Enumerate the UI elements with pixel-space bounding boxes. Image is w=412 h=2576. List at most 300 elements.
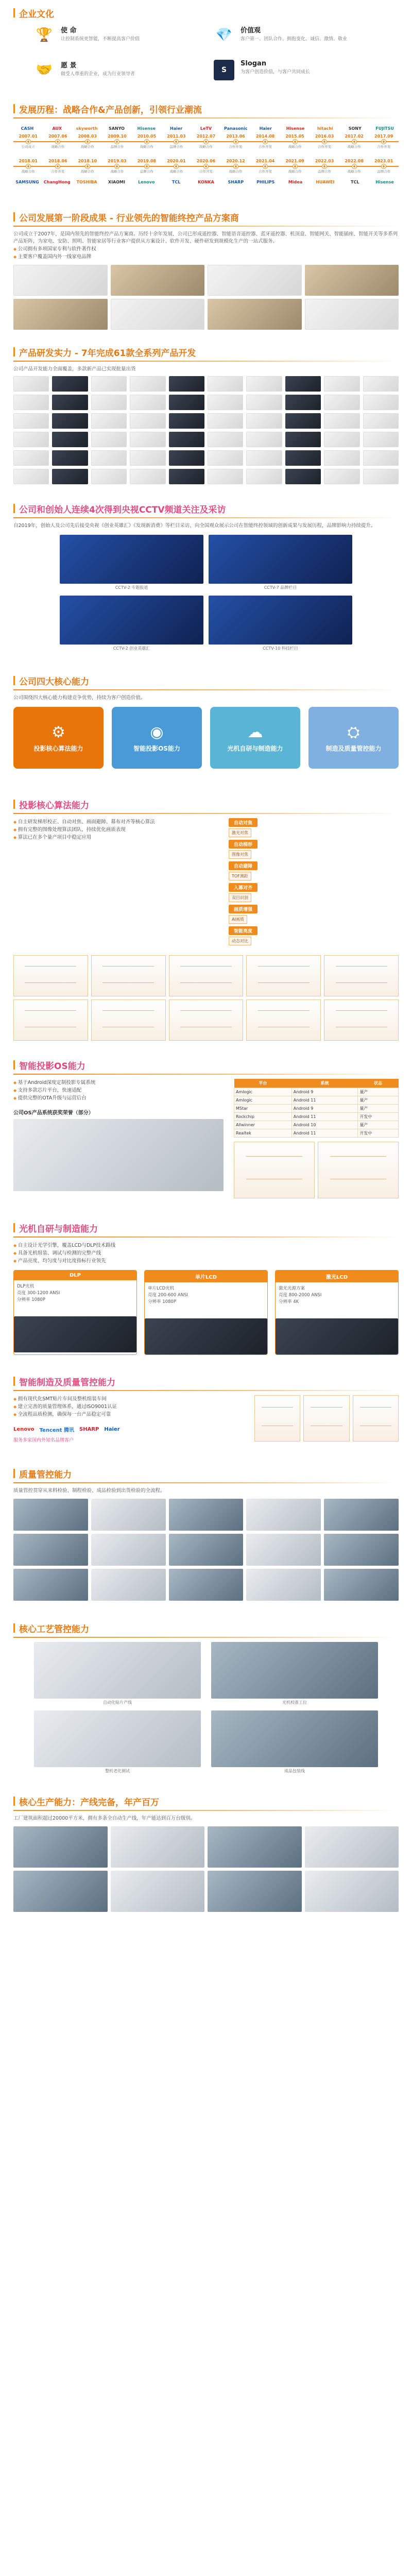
optics-section: 光机自研与制造能力 ◆ 自主设计光学引擎，覆盖LCD与DLP技术路线 ◆ 具备光机组装、调试与检测的完整产线 ◆ 产品亮度、均匀度与对比度指标行业领先 DLP DLP光机 亮度 300-1200 ANSI 分辨率 1080P 单片LCD 单片LCD光机 亮度 200-600 ANSI 分辨率 1080P 激光LCD 激光光源方案 亮度 800-2000 ANSI 分辨率 4K: [0, 1219, 412, 1355]
table-cell: Allwinner: [234, 1121, 292, 1129]
timeline-dot-marker: [115, 164, 119, 168]
slogan-icon: S: [214, 60, 234, 80]
partner-logo: LeTV: [200, 126, 212, 131]
product-photo: [52, 413, 88, 429]
cctv-photo: [60, 596, 203, 645]
product-photo: [285, 450, 321, 466]
product-photo: [246, 413, 282, 429]
product-photo: [130, 413, 165, 429]
timeline-dot: [102, 140, 132, 144]
partner-logo: Midea: [288, 179, 303, 184]
timeline-dot: [369, 164, 399, 168]
timeline-dot: [310, 140, 339, 144]
certificate: [324, 955, 399, 996]
product-grid: [13, 376, 399, 484]
cctv-photo: [209, 535, 352, 584]
table-cell: Amlogic: [234, 1096, 292, 1105]
product-photo: [324, 376, 359, 392]
patent-photo: [111, 299, 205, 330]
capacity-photo: [305, 1826, 399, 1868]
table-cell: Realtek: [234, 1129, 292, 1138]
timeline-label: 战略合作: [347, 145, 361, 149]
table-row: [234, 1105, 399, 1113]
algo-feature-pill: 智能亮度: [229, 926, 258, 935]
algo-feature-tag: 图像对焦: [229, 850, 251, 859]
timeline-year: 2007.06: [48, 134, 67, 139]
timeline-dot-marker: [263, 140, 267, 144]
timeline-dot: [339, 164, 369, 168]
patent-photo: [305, 265, 399, 296]
table-cell: 开发中: [358, 1113, 399, 1121]
timeline-dot-marker: [85, 140, 90, 144]
timeline-year: 2019.08: [137, 159, 157, 163]
capacity-photo: [13, 1826, 108, 1868]
product-photo: [285, 376, 321, 392]
capacity-photo-grid: [13, 1826, 399, 1912]
cctv-paragraph: 自2019年，创始人及公司先后接受央视《创业英雄汇》《发现新消费》等栏目采访，向全国观众展示公司在智能终控领域的创新成果与发展历程，品牌影响力持续提升。: [13, 523, 376, 529]
algo-feature-tag: 双目识别: [229, 893, 251, 902]
product-photo: [169, 450, 204, 466]
optics-column-body: 激光光源方案 亮度 800-2000 ANSI 分辨率 4K: [279, 1286, 322, 1304]
product-photo: [52, 395, 88, 410]
achievement-paragraph: 公司成立于2007年，是国内领先的智能终控产品方案商。历经十余年发展，公司已形成遥控器、智能语音遥控器、蓝牙遥控器、机顶盒、智能网关、智能插座、智能开关等多系列产品矩阵，为家电、安防、照明、智能家居等行业客户提供从方案设计、软件开发、硬件研发到规模化生产的一站式服务。: [13, 231, 398, 244]
product-photo: [324, 469, 359, 484]
algo-feature-tags: [229, 937, 399, 945]
core-card: [308, 707, 399, 769]
product-photo: [169, 395, 204, 410]
products-title: 产品研发实力 - 7年完成61款全系列产品开发: [19, 348, 196, 359]
algo-feature-tag: 动态对比: [229, 937, 251, 945]
timeline-dot-marker: [293, 164, 297, 168]
partner-logo: skyworth: [76, 126, 98, 131]
product-photo: [208, 450, 243, 466]
manufacturing-certificates: [254, 1395, 399, 1446]
timeline-year: 2018.06: [48, 159, 67, 163]
process-title: 核心工艺管控能力: [19, 1624, 89, 1635]
quality-photo: [324, 1569, 399, 1601]
table-cell: 量产: [358, 1121, 399, 1129]
core-card-label: 制造及质量管控能力: [325, 744, 382, 752]
table-cell: Rockchip: [234, 1113, 292, 1121]
product-photo: [246, 376, 282, 392]
certificate: [318, 1142, 399, 1198]
product-photo: [208, 469, 243, 484]
partner-logo: hitachi: [317, 126, 333, 131]
algo-feature-tag: TOF测距: [229, 872, 251, 880]
timeline-year: 2018.10: [78, 159, 97, 163]
partner-logo: Hisense: [286, 126, 305, 131]
core-card-label: 智能投影OS能力: [133, 744, 180, 752]
timeline-year: 2020.01: [167, 159, 186, 163]
product-photo: [130, 450, 165, 466]
product-photo: [285, 469, 321, 484]
product-photo: [363, 469, 399, 484]
timeline-dot: [13, 164, 43, 168]
quality-photo: [246, 1499, 321, 1531]
capacity-photo: [111, 1871, 205, 1912]
quality-photo: [13, 1569, 88, 1601]
timeline-label: 战略合作: [288, 145, 302, 149]
algo-feature-pill: 自动避障: [229, 861, 258, 870]
trophy-icon: 🏆: [36, 27, 53, 43]
algo-feature-tag: 激光对焦: [229, 828, 251, 837]
product-photo: [13, 395, 49, 410]
timeline-dot: [250, 140, 280, 144]
timeline-label: 战略合作: [80, 170, 94, 174]
certificate: [246, 999, 321, 1041]
optics-column: [144, 1270, 268, 1355]
table-cell: Amlogic: [234, 1088, 292, 1096]
timeline-year: 2013.06: [226, 134, 245, 139]
timeline-label: 合作开发: [259, 170, 272, 174]
timeline-label: 战略合作: [347, 170, 361, 174]
quality-photo: [91, 1499, 166, 1531]
product-photo: [246, 432, 282, 447]
history-logos-top: [13, 123, 399, 134]
product-photo: [13, 413, 49, 429]
timeline-dot: [132, 140, 162, 144]
timeline-year: 2021.09: [285, 159, 304, 163]
optics-columns: [13, 1270, 399, 1355]
timeline-year: 2016.03: [315, 134, 334, 139]
timeline-dot-marker: [293, 140, 297, 144]
partner-logo: TCL: [351, 179, 359, 184]
timeline-label: 品牌合作: [318, 170, 332, 174]
partner-logo: HUAWEI: [316, 179, 335, 184]
partner-logo: SHARP: [228, 179, 244, 184]
optics-title: 光机自研与制造能力: [19, 1224, 98, 1234]
product-photo: [91, 413, 127, 429]
timeline-year: 2018.01: [19, 159, 38, 163]
certificate: [353, 1395, 399, 1442]
certificate: [91, 955, 166, 996]
cctv-section: 公司和创始人连续4次得到央视CCTV频道关注及采访 自2019年，创始人及公司先后接受央视《创业英雄汇》《发现新消费》等栏目采访，向全国观众展示公司在智能终控领域的创新成果与发展历程，品牌影响力持续提升。 CCTV-2 专题报道 CCTV-7 品牌栏目 CCTV-2 创业英雄汇 CCTV-10 科技栏目: [0, 500, 412, 651]
table-row: [234, 1088, 399, 1096]
product-photo: [169, 432, 204, 447]
history-section: [0, 100, 412, 188]
quality-photo: [169, 1499, 244, 1531]
patent-photo-grid: [13, 265, 399, 330]
product-photo: [246, 395, 282, 410]
product-photo: [130, 432, 165, 447]
process-photo: [211, 1642, 378, 1699]
optics-column: [275, 1270, 399, 1355]
timeline-label: 战略合作: [199, 145, 213, 149]
product-photo: [363, 376, 399, 392]
timeline-label: 合作开发: [51, 170, 65, 174]
certificate: [254, 1395, 300, 1442]
product-photo: [169, 469, 204, 484]
timeline-dot-marker: [56, 164, 60, 168]
timeline-year: 2019.03: [108, 159, 127, 163]
table-cell: 量产: [358, 1096, 399, 1105]
product-photo: [363, 450, 399, 466]
timeline-label: 战略合作: [169, 170, 183, 174]
optics-photo: [276, 1318, 398, 1354]
timeline-dot: [221, 164, 251, 168]
timeline-dot: [13, 140, 43, 144]
timeline-year: 2017.02: [345, 134, 364, 139]
partner-logo: SANYO: [108, 126, 125, 131]
product-photo: [324, 413, 359, 429]
core-card-icon: ⛭: [347, 723, 360, 741]
product-photo: [285, 395, 321, 410]
timeline-dot: [43, 164, 73, 168]
timeline-dot: [339, 140, 369, 144]
timeline-dot-marker: [263, 164, 267, 168]
product-photo: [13, 450, 49, 466]
os-award-photo: [13, 1119, 224, 1191]
timeline-year: 2012.07: [196, 134, 216, 139]
os-title: 智能投影OS能力: [19, 1061, 85, 1072]
quality-title: 质量管控能力: [19, 1469, 72, 1480]
algo-feature-tags: [229, 850, 399, 859]
certificate: [324, 999, 399, 1041]
timeline-label: 战略合作: [140, 145, 153, 149]
cctv-title: 公司和创始人连续4次得到央视CCTV频道关注及采访: [19, 504, 226, 515]
culture-section: [0, 0, 412, 93]
product-photo: [208, 395, 243, 410]
algo-feature-tags: [229, 872, 399, 880]
certificate: [169, 999, 244, 1041]
partner-logo: TCL: [171, 179, 181, 184]
algo-feature-tags: [229, 915, 399, 924]
timeline-label: 合作开发: [199, 170, 213, 174]
timeline-dot-marker: [174, 164, 178, 168]
product-photo: [52, 450, 88, 466]
certificate: [13, 955, 88, 996]
quality-photo: [246, 1534, 321, 1566]
timeline-dot: [73, 164, 102, 168]
certificate: [91, 999, 166, 1041]
optics-column-head: 单片LCD: [145, 1270, 267, 1282]
patent-photo: [111, 265, 205, 296]
product-photo: [13, 376, 49, 392]
product-photo: [208, 432, 243, 447]
product-photo: [285, 413, 321, 429]
partner-logo: SAMSUNG: [15, 179, 39, 184]
optics-column-body: 单片LCD光机 亮度 200-600 ANSI 分辨率 1080P: [148, 1286, 188, 1304]
timeline-year: 2015.05: [285, 134, 304, 139]
timeline-dot: [310, 164, 339, 168]
manufacturing-section: 智能制造及质量管控能力 ◆ 拥有现代化SMT贴片车间及整机组装车间 ◆ 建立完善的质量管理体系，通过ISO9001认证 ◆ 全流程品质检测，确保每一台产品稳定可靠 Lenovo Tencent 腾讯 SHARP Haier 服务多家国内外知名品牌客户: [0, 1372, 412, 1446]
table-row: [234, 1096, 399, 1105]
diamond-icon: 💎: [215, 27, 233, 43]
patent-photo: [305, 299, 399, 330]
quality-photo: [13, 1534, 88, 1566]
timeline-dot-marker: [352, 140, 356, 144]
partner-logo: ChangHong: [43, 179, 71, 184]
culture-title: 企业文化: [19, 9, 54, 20]
partner-logo: KONKA: [198, 179, 214, 184]
timeline-dot-marker: [204, 164, 208, 168]
partner-logo: Hisense: [375, 179, 394, 184]
product-photo: [13, 432, 49, 447]
capacity-photo: [305, 1871, 399, 1912]
cctv-photo: [60, 535, 203, 584]
partner-logo: Haier: [170, 126, 183, 131]
patent-photo: [13, 299, 108, 330]
algo-feature-pill: 自动对焦: [229, 818, 258, 827]
core-card: [210, 707, 300, 769]
timeline-label: 品牌合作: [377, 170, 391, 174]
quality-photo: [91, 1569, 166, 1601]
product-photo: [130, 469, 165, 484]
table-cell: Android 11: [291, 1129, 358, 1138]
process-photo: [34, 1642, 201, 1699]
product-photo: [52, 376, 88, 392]
partner-logo: SONY: [348, 126, 362, 131]
core-cards: [13, 702, 399, 775]
history-logos-bottom: [13, 176, 399, 188]
partner-logo: Panasonic: [224, 126, 248, 131]
table-header-cell: 系统: [291, 1079, 358, 1088]
timeline-bottom: [13, 159, 399, 174]
timeline-dot: [132, 164, 162, 168]
product-photo: [169, 413, 204, 429]
table-row: [234, 1129, 399, 1138]
product-photo: [208, 376, 243, 392]
timeline-dot-marker: [234, 140, 238, 144]
timeline-label: 战略合作: [80, 145, 94, 149]
capacity-photo: [208, 1826, 302, 1868]
process-photo: [34, 1710, 201, 1767]
algo-title: 投影核心算法能力: [19, 800, 89, 811]
culture-item-vision: 🤝 愿 景 做受人尊重的企业，成为行业领导者: [34, 60, 198, 88]
capacity-title: 核心生产能力：产线完备，年产百万: [19, 1797, 159, 1808]
timeline-dot: [191, 140, 221, 144]
product-photo: [91, 376, 127, 392]
timeline-dot: [191, 164, 221, 168]
capacity-photo: [111, 1826, 205, 1868]
partner-logo: FUJITSU: [375, 126, 394, 131]
product-photo: [324, 432, 359, 447]
timeline-dot-marker: [174, 140, 178, 144]
patent-photo: [208, 265, 302, 296]
partner-logo: Hisense: [137, 126, 156, 131]
algo-feature-pill: 画质增强: [229, 905, 258, 913]
product-photo: [246, 450, 282, 466]
timeline-dot-marker: [382, 164, 386, 168]
product-photo: [91, 432, 127, 447]
client-brands: Lenovo Tencent 腾讯 SHARP Haier: [13, 1427, 120, 1433]
product-photo: [363, 395, 399, 410]
process-photo: [211, 1710, 378, 1767]
timeline-dot: [102, 164, 132, 168]
quality-photo: [324, 1534, 399, 1566]
capacity-photo: [13, 1871, 108, 1912]
core-card-label: 光机自研与制造能力: [227, 744, 283, 752]
product-photo: [208, 413, 243, 429]
timeline-dot: [73, 140, 102, 144]
history-title: 发展历程：战略合作&产品创新，引领行业潮流: [19, 105, 202, 115]
partner-logo: TOSHIBA: [76, 179, 97, 184]
algo-feature-tags: [229, 893, 399, 902]
timeline-dot-marker: [145, 164, 149, 168]
product-photo: [130, 395, 165, 410]
table-cell: MStar: [234, 1105, 292, 1113]
product-photo: [363, 432, 399, 447]
table-header-cell: 平台: [234, 1079, 292, 1088]
timeline-dot: [280, 140, 310, 144]
algo-feature-pill: 自动梯形: [229, 840, 258, 849]
product-photo: [169, 376, 204, 392]
timeline-label: 合作开发: [259, 145, 272, 149]
table-cell: 开发中: [358, 1129, 399, 1138]
timeline-dot-marker: [85, 164, 90, 168]
product-photo: [246, 469, 282, 484]
table-cell: Android 11: [291, 1096, 358, 1105]
timeline-dot: [162, 164, 192, 168]
timeline-dot: [369, 140, 399, 144]
partner-logo: XIAOMI: [108, 179, 125, 184]
product-photo: [91, 395, 127, 410]
timeline-dot: [162, 140, 192, 144]
table-cell: Android 9: [291, 1105, 358, 1113]
cctv-photo: [209, 596, 352, 645]
timeline-dot-marker: [234, 164, 238, 168]
timeline-dot: [250, 164, 280, 168]
quality-photo: [169, 1569, 244, 1601]
product-photo: [324, 450, 359, 466]
table-cell: 量产: [358, 1088, 399, 1096]
quality-photo: [169, 1534, 244, 1566]
capacity-section: 核心生产能力：产线完备，年产百万 工厂建筑面积超过20000平方米，拥有多条全自动生产线，年产能达到百万台级别。: [0, 1792, 412, 1922]
culture-item-values: 💎 价值观 客户第一、团队合作、拥抱变化、诚信、激情、敬业: [214, 25, 378, 53]
table-cell: Android 9: [291, 1088, 358, 1096]
table-cell: 量产: [358, 1105, 399, 1113]
quality-photo: [13, 1499, 88, 1531]
capacity-photo: [208, 1871, 302, 1912]
partner-logo: AUX: [52, 126, 62, 131]
core-card-label: 投影核心算法能力: [33, 744, 83, 752]
timeline-label: 合作开发: [318, 145, 332, 149]
partner-logo: Lenovo: [138, 179, 155, 184]
certificate: [246, 955, 321, 996]
product-photo: [130, 376, 165, 392]
timeline-label: 战略合作: [288, 170, 302, 174]
certificate: [303, 1395, 349, 1442]
process-section: 核心工艺管控能力 自动化贴片产线 光机校准工位 整机老化测试 成品包装线: [0, 1619, 412, 1774]
quality-section: 质量管控能力 质量管控贯穿从来料检验、制程检验、成品检验到出货检验的全流程。: [0, 1465, 412, 1601]
timeline-year: 2014.08: [255, 134, 275, 139]
core-title: 公司四大核心能力: [19, 676, 89, 687]
algo-feature-pill: 入幕对齐: [229, 883, 258, 892]
product-photo: [52, 432, 88, 447]
culture-item-slogan: S Slogan 为客户创造价值，与客户共同成长: [214, 60, 378, 88]
partner-logo: Haier: [259, 126, 272, 131]
product-photo: [91, 469, 127, 484]
timeline-label: 战略合作: [21, 170, 35, 174]
timeline-label: 合作开发: [229, 145, 243, 149]
timeline-year: 2020.06: [196, 159, 216, 163]
optics-column-head: DLP: [14, 1270, 136, 1280]
partner-logo: CASH: [21, 126, 34, 131]
algo-certificates: [13, 955, 399, 1041]
timeline-year: 2017.09: [374, 134, 393, 139]
product-photo: [324, 395, 359, 410]
partner-logo: PHILIPS: [256, 179, 275, 184]
timeline-dot-marker: [26, 140, 30, 144]
timeline-label: 合作开发: [377, 145, 391, 149]
timeline-year: 2011.03: [167, 134, 186, 139]
patent-photo: [13, 265, 108, 296]
table-row: [234, 1121, 399, 1129]
quality-photo: [91, 1534, 166, 1566]
timeline-year: 2020.12: [226, 159, 245, 163]
quality-photo-grid: [13, 1499, 399, 1601]
timeline-year: 2010.05: [137, 134, 157, 139]
